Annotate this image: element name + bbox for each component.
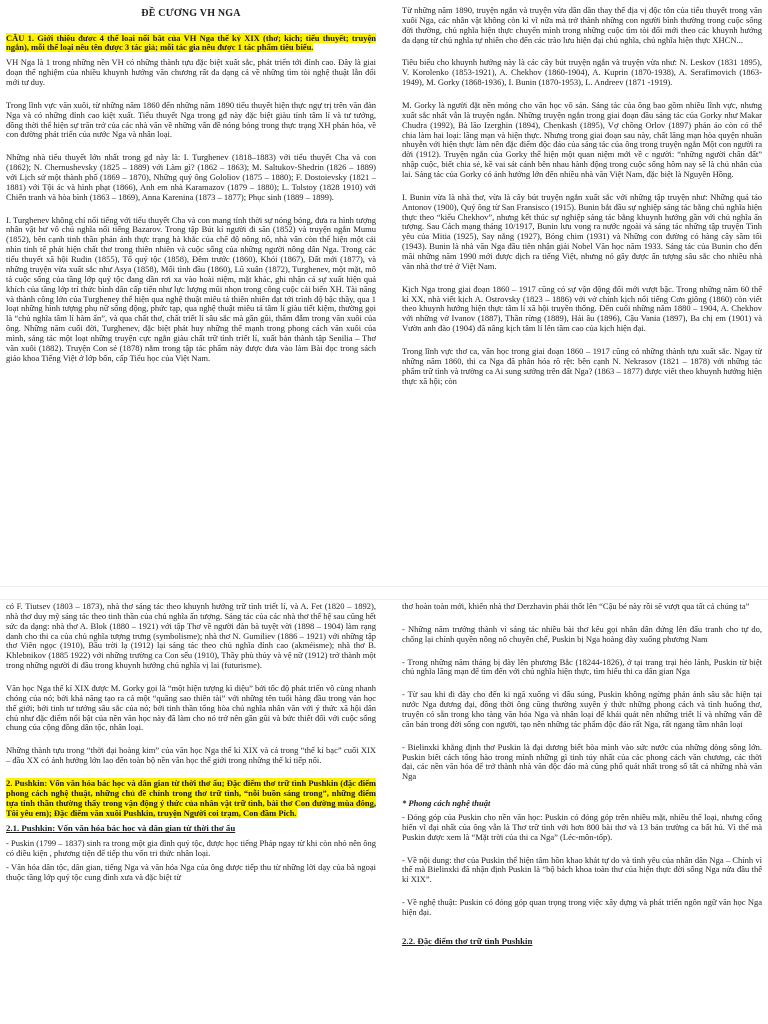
column-top-right: [402, 6, 762, 584]
paragraph: I. Bunin vừa là nhà thơ, vừa là cây bút truyện ngắn xuất sắc với những tập truyện như: Những quả táo Antonov (1900), Quý ông từ San Fransisco (1915). Bunin bắt đầu sự nghiệp sáng tác bằng chủ nghĩa hiện thực theo “kiểu Chekhov”, nhưng kết thúc sự nghiệp sáng tác bằng khuynh hướng gần với chủ nghĩa ấn tượng. Sau Cách mạng tháng 10/1917, Bunin lưu vong ra nước ngoài và sáng tác những tập truyện Tình yêu của Mitia (1925), Say nắng (1927), Bóng chim (1931) và Những con đường có hàng cây sầm tối (1943). Bunin là nhà văn Nga đầu tiên nhận giải Nobel Văn học năm 1933. Sáng tác của Bunin cho đến mãi những năm 1990 mới được dịch ra tiếng Việt, nhưng nó gây được ấn tượng sâu sắc cho nhiều nhà văn nhà thơ trẻ ở Việt Nam.: [402, 191, 762, 271]
question-2-heading: 2. Pushkin: Vốn văn hóa bác học và dân gian từ thời thơ ấu; Đặc điểm thơ trữ tình Pushkin (đặc điểm phong cách nghệ thuật, những chủ đề chính trong thơ trữ tình, “nỗi buồn sáng trong”, những điểm tựa tinh thần thường thấy trong vận động ý thức của nhân vật trữ tình, bài thơ Con đường mùa đông, Tôi yêu em); Đặc điểm văn xuôi Pushkin, truyện Người coi trạm, Con đầm Pích.: [6, 778, 376, 818]
section-subheading: * Phong cách nghệ thuật: [402, 798, 491, 809]
paragraph: - Về nghệ thuật: Puskin có đóng góp quan trọng trong việc xây dựng và phát triển ngôn ngữ văn học Nga hiện đại.: [402, 897, 762, 918]
section-heading: 2.2. Đặc điểm thơ trữ tình Pushkin: [402, 935, 533, 946]
paragraph: - Về nội dung: thơ của Puskin thể hiện tâm hồn khao khát tự do và tình yêu của nhân dân Nga – Chính vì thế mà Bielinxki đã nhận định Puskin là “bộ bách khoa toàn thư của hiện thực đời sống Nga nửa đầu thế kỉ XIX”.: [402, 854, 762, 885]
paragraph: Trong lĩnh vực thơ ca, văn học trong giai đoạn 1860 – 1917 cũng có những thành tựu xuất sắc. Ngay từ những năm 1860, thi ca Nga đã phân hóa rõ rệt: bên cạnh N. Nekrasov (1821 – 1878) với những tác phẩm trữ tình và trường ca Ai sung sướng trên đất Nga? (1863 – 1877) được viết theo khuynh hướng hiện thực xã hội; còn: [402, 346, 762, 386]
paragraph: Những nhà tiểu thuyết lớn nhất trong gđ này là: I. Turghenev (1818–1883) với tiểu thuyết Cha và con (1862); N. Chernushevsky (1825 – 1889) với Làm gì? (1862 – 1863); M. Saltukov-Shedrin (1826 – 1889) với Lịch sử một thành phố (1869 – 1870), Những quý ông Gololiov (1875 – 1880); F. Dostoievsky (1821 – 1881) với Tội ác và hình phạt (1866), Anh em nhà Karamazov (1879 – 1880); L. Tolstoy (1828 1910) với Chiến tranh và hòa bình (1863 – 1869), Anna Karenina (1873 – 1877); Phục sinh (1889 – 1899).: [6, 152, 376, 202]
paragraph: - Trong những năm tháng bị đày lên phương Bắc (18244-1826), ở tại trang trại hẻo lánh, Puskin từ biệt chủ nghĩa lãng mạn để tìm đến với chủ nghĩa hiện thực, tìm hiểu thi ca dân gian Nga: [402, 656, 762, 677]
paragraph: thơ hoàn toàn mới, khiến nhà thơ Derzhavin phải thốt lên “Cậu bé này rồi sẽ vượt qua tất cả chúng ta”: [402, 602, 750, 611]
column-top-left: [6, 6, 376, 584]
paragraph: Kịch Nga trong giai đoạn 1860 – 1917 cũng có sự vận động đổi mới vượt bậc. Trong những năm 60 thế kỉ XX, nhà viết kịch A. Ostrovsky (1823 – 1886) với vở chính kịch nổi tiếng Cơn giông (1860) còn viết theo khuynh hướng hiện thực tâm lí xã hội truyền thống. Đến cuối những năm 1880 – 1904, A. Chekhov với những vở Ivanov (1887), Thần rừng (1889), Hải âu (1896), Cậu Vania (1897), Ba chị em (1901) và Vườn anh đào (1904) đã nâng kịch tâm lí lên tầm cao của kịch hiện đại.: [402, 283, 762, 334]
document-title: ĐỀ CƯƠNG VH NGA: [141, 8, 241, 19]
paragraph: Văn học Nga thế kỉ XIX được M. Gorky gọi là “một hiện tượng kì diệu” bởi tốc độ phát triển vô cùng nhanh chóng của nó; bởi khả năng tạo ra cả một “quầng sao thiên tài” với những tên tuổi hàng đầu trong văn học thế giới; bởi tinh tư tưởng sâu sắc của nó; bởi tinh thần tổng hòa chủ nghĩa nhân văn với ý thức xã hội dân chủ như đặc điểm nổi bật của nền văn học này đã làm cho nó trở nên gần gũi và bức thiết đối với cuộc sống chung của cộng đồng dân tộc, nhân loại.: [6, 683, 376, 733]
column-bottom-right: [402, 602, 762, 1024]
paragraph: M. Gorky là người đặt nền móng cho văn học vô sản. Sáng tác của ông bao gồm nhiều lĩnh vực, nhưng xuất sắc nhất vẫn là truyện ngắn. Những truyện ngắn trong giai đoạn đầu sáng tác của Gorky như Makar Chudra (1992), Bà lão Izerghin (1894), Chenkash (1895), Vợ chồng Orlov (1897) phản ảo còn có thể chia làm hai loại: lãng mạn và hiện thực. Nhưng trong giai đoạn sau này, chất lãng mạn hòa quyện nhuần nhuyễn với hiện thực làm nên đặc điểm độc đáo của sáng tác của ông trong truyện ngắn Một con người ra đời (1912). Truyện ngắn của Gorky thể hiện một quan niệm mới về c người: “những người chân đất” nhập cuộc, biết chia sẻ, kề vai sát cánh bên nhau hành động trong cuộc sống hôm nay sẽ là chủ nhân của lai. Sáng tác của Gorky có ảnh hưởng lớn đến nhiều nhà văn Việt Nam, đặc biệt là Nguyên Hồng.: [402, 100, 762, 180]
paragraph: - Từ sau khi đi đày cho đến ki ngã xuống vì đấu súng, Puskin không ngừng phản ánh sâu sắc hiện tại nước Nga đương đại, đồng thời ông cũng thường xuyên ý thức những phong cách và tình huống thơ, truyện có sẵn trong kho tàng văn hóa Nga và nhân loại để khái quát nên những triết lí và những vấn đề căn bản trong đời sống con người, tạo nên những tác phẩm độc đáo rất Nga, rất ngang tầm nhân loại: [402, 689, 762, 729]
paragraph: Những thành tựu trong “thời đại hoàng kim” của văn học Nga thế kỉ XIX và cả trong “thế kỉ bạc” cuối XIX – đầu XX có ảnh hưởng lớn lao đến toàn bộ nền văn học thế giới trong những thế kỉ tiếp nối.: [6, 745, 376, 766]
paragraph: - Puskin (1799 – 1837) sinh ra trong một gia đình quý tộc, được học tiếng Pháp ngay từ khi còn nhỏ nên ông có điều kiện , phương tiện để tiếp thu vốn tri thức nhân loại.: [6, 837, 376, 858]
paragraph: có F. Tiutsev (1803 – 1873), nhà thơ sáng tác theo khuynh hướng trữ tình triết lí, và A. Fet (1820 – 1892), nhà thơ duy mỹ sáng tác theo tinh thần của chủ nghĩa ấn tượng. Sáng tác của các nhà thơ thế hệ sau cũng hết sức đa dạng: nhà thơ A. Blok (1880 – 1921) với tập Thơ về người đàn bà tuyệt vời (1898 – 1904) làm rạng danh cho thi ca của chủ nghĩa tượng trưng (symbolisme); nhà thơ N. Gumiliev (1886 – 1921) với những tập thơ Viên ngọc (1910), Bầu trời lạ (1912) lại sáng tác theo chủ nghĩa đỉnh cao (akméisme); nhà thơ B. Khlebnikov (1885 1922) với những trường ca Con sếu (1910), Thầy phù thủy và vệ nữ (1912) trở thành một trong những người đi đầu trong khuynh hướng chủ nghĩa vị lai (futurisme).: [6, 602, 376, 671]
paragraph: Từ những năm 1890, truyện ngắn và truyện vừa dần dần thay thế địa vị độc tôn của tiểu thuyết trong văn xuôi Nga, các nhân vật không còn kì vĩ nữa mà trở thành những con người bình thường trong cuộc sống đời thường, chủ nghĩa hiện thực chuyển mình trong những cuộc tìm tòi đổi mới theo các khuynh hướng đa dạng từ chủ nghĩa tự nhiên cho đến các trào lưu hiện đại chủ nghĩa, chủ nghĩa hiện thực XHCN...: [402, 6, 762, 45]
paragraph: - Những năm trưởng thành vì sáng tác nhiều bài thơ kêu gọi nhân dân đứng lên đấu tranh cho tự do, chống lại chính quyền nông nô chuyên chế, Puskin bị Nga hoàng đày xuống phương Nam: [402, 623, 762, 644]
section-heading: 2.1. Pushkin: Vốn văn hóa bác học và dân gian từ thời thơ ấu: [6, 823, 236, 834]
question-1-heading: CÂU 1. Giới thiệu được 4 thể loại nổi bật của VH Nga thế kỷ XIX (thơ; kịch; tiểu thuyết; truyện ngắn), mỗi thể loại nêu tên được 3 tác giả; mỗi tác gia nêu được 1 tác phẩm tiêu biểu.: [6, 32, 376, 53]
paragraph: Tiêu biểu cho khuynh hướng này là các cây bút truyện ngắn và truyện vừa như: N. Leskov (1831 1895), V. Korolenko (1853-1921), A. Chekhov (1860-1904), A. Kuprin (1870-1938), A. Serafimovich (1863- 1949), M. Gorky (1868-1936), I. Bunin (1870-1953), L. Andreev (1871 -1919).: [402, 57, 762, 88]
paragraph: - Bielinxki khẳng định thơ Puskin là đại dương biết hòa mình vào sức nước của những dòng sông lớn. Puskin biết cách tổng hào trong mình những gì tinh túy nhất của các phong cách văn chương, các thời đại, các nền văn hóa để trở thành nhà văn độc đáo mà cũng phổ quát nhất trong số tất cả những nhà văn Nga: [402, 741, 762, 782]
paragraph: VH Nga là 1 trong những nền VH có những thành tựu đặc biệt xuất sắc, phát triển tới đỉnh cao. Đây là giai đoạn thể nghiệm của nhiều khuynh hướng văn chương rất đa dạng cá về những tìm tòi nghệ thuật lẫn đổi mới tư duy.: [6, 57, 376, 88]
paragraph: - Văn hóa dân tộc, dân gian, tiếng Nga và văn hóa Nga của ông được tiếp thu từ những lời dạy của bà ngoại thuộc tầng lớp quý tộc cung đình xưa và đặc biệt từ: [6, 862, 376, 883]
paragraph: Trong lĩnh vực văn xuôi, từ những năm 1860 đến những năm 1890 tiểu thuyết hiện thực ngự trị trên văn đàn Nga và có những đỉnh cao kiệt xuất. Tiểu thuyết Nga trong gđ này đặc biệt giàu tính tâm lí và tư tưởng, đồng thời thể hiện sự trăn trở của các nhà văn về những vấn đề nóng bỏng trong thực trạng XH phản hóa, về con đường phát triển của nước Nga và nhân loại.: [6, 99, 376, 140]
paragraph: I. Turghenev không chỉ nổi tiếng với tiểu thuyết Cha và con mang tính thời sự nóng bỏng, đưa ra hình tượng nhân vật hư vô chủ nghĩa nổi tiếng Bazarov. Trong tập Bút kí người đi săn (1852) và truyện ngắn Mumu (1852), bên cạnh tinh thần phản ánh thực trạng hà khắc của chế độ nông nô, nhà văn còn thể hiện một cái nhìn tinh tế phát hiện chất thơ trong thiên nhiên và cuộc sống của những người nông dân Nga. Trong các tiểu thuyết xã hội Rudin (1855), Tổ quý tộc (1858), Đêm trước (1860), Khói (1867), Đất mới (1877), và những truyện vừa xuất sắc như Asya (1858), Mối tình đầu (1860), Lũ xuân (1872), Turghenev, một mặt, mô tả cuộc sống của tầng lớp quý tộc đang dần rơi xa vào hoài niệm, mặt khác, ghi nhận cả sự xuất hiện quả khích của tầng lớp trí thức bình dân cấp tiến như lực lượng mũi nhọn trong công cuộc cải biến XH. Tài năng và thành công lớn của Turgheney thể hiện qua nghệ thuật miêu tả thiên nhiên đạt tới trình độ bậc thầy, qua 1 loạt những hình tượng phụ nữ sống động, phức tạp, qua nghệ thuật miêu tả tâm lí giàu tiết kiệm, thường gọi là “chủ nghĩa tâm lí hàm ẩn”, và qua chất thơ, chất triết lí sâu sắc mà gần gũi, thấm đẫm trong văn xuôi của ông. Những năm cuối đời, Turghenev, đặc biệt phát huy những thế mạnh trong phong cách văn xuôi của mình, sáng tác một loạt những truyện cực ngắn giàu chất trữ tình triết lí, xuất bản thành tập Senilia – Thơ văn xuôi (1882). Truyện Con sẻ (1878) nằm trong tập tác phẩm này được đưa vào làm Bài đọc trong sách giáo khoa Tiếng Việt ở lớp bốn, cấp Tiểu học của Việt Nam.: [6, 214, 376, 363]
column-bottom-left: [6, 602, 376, 1024]
page-separator: [0, 586, 768, 600]
paragraph: - Đóng góp của Puskin cho nền văn học: Puskin có đóng góp trên nhiều mặt, nhiều thể loại, nhưng cống hiến vĩ đại nhất của ông vẫn là Thơ trữ tình với hơn 800 bài thơ và 13 bản trường ca bất hủ. Vì thế mà Puskin được xem là “Mặt trời của thi ca Nga” (Léc-môn-tốp).: [402, 812, 762, 842]
